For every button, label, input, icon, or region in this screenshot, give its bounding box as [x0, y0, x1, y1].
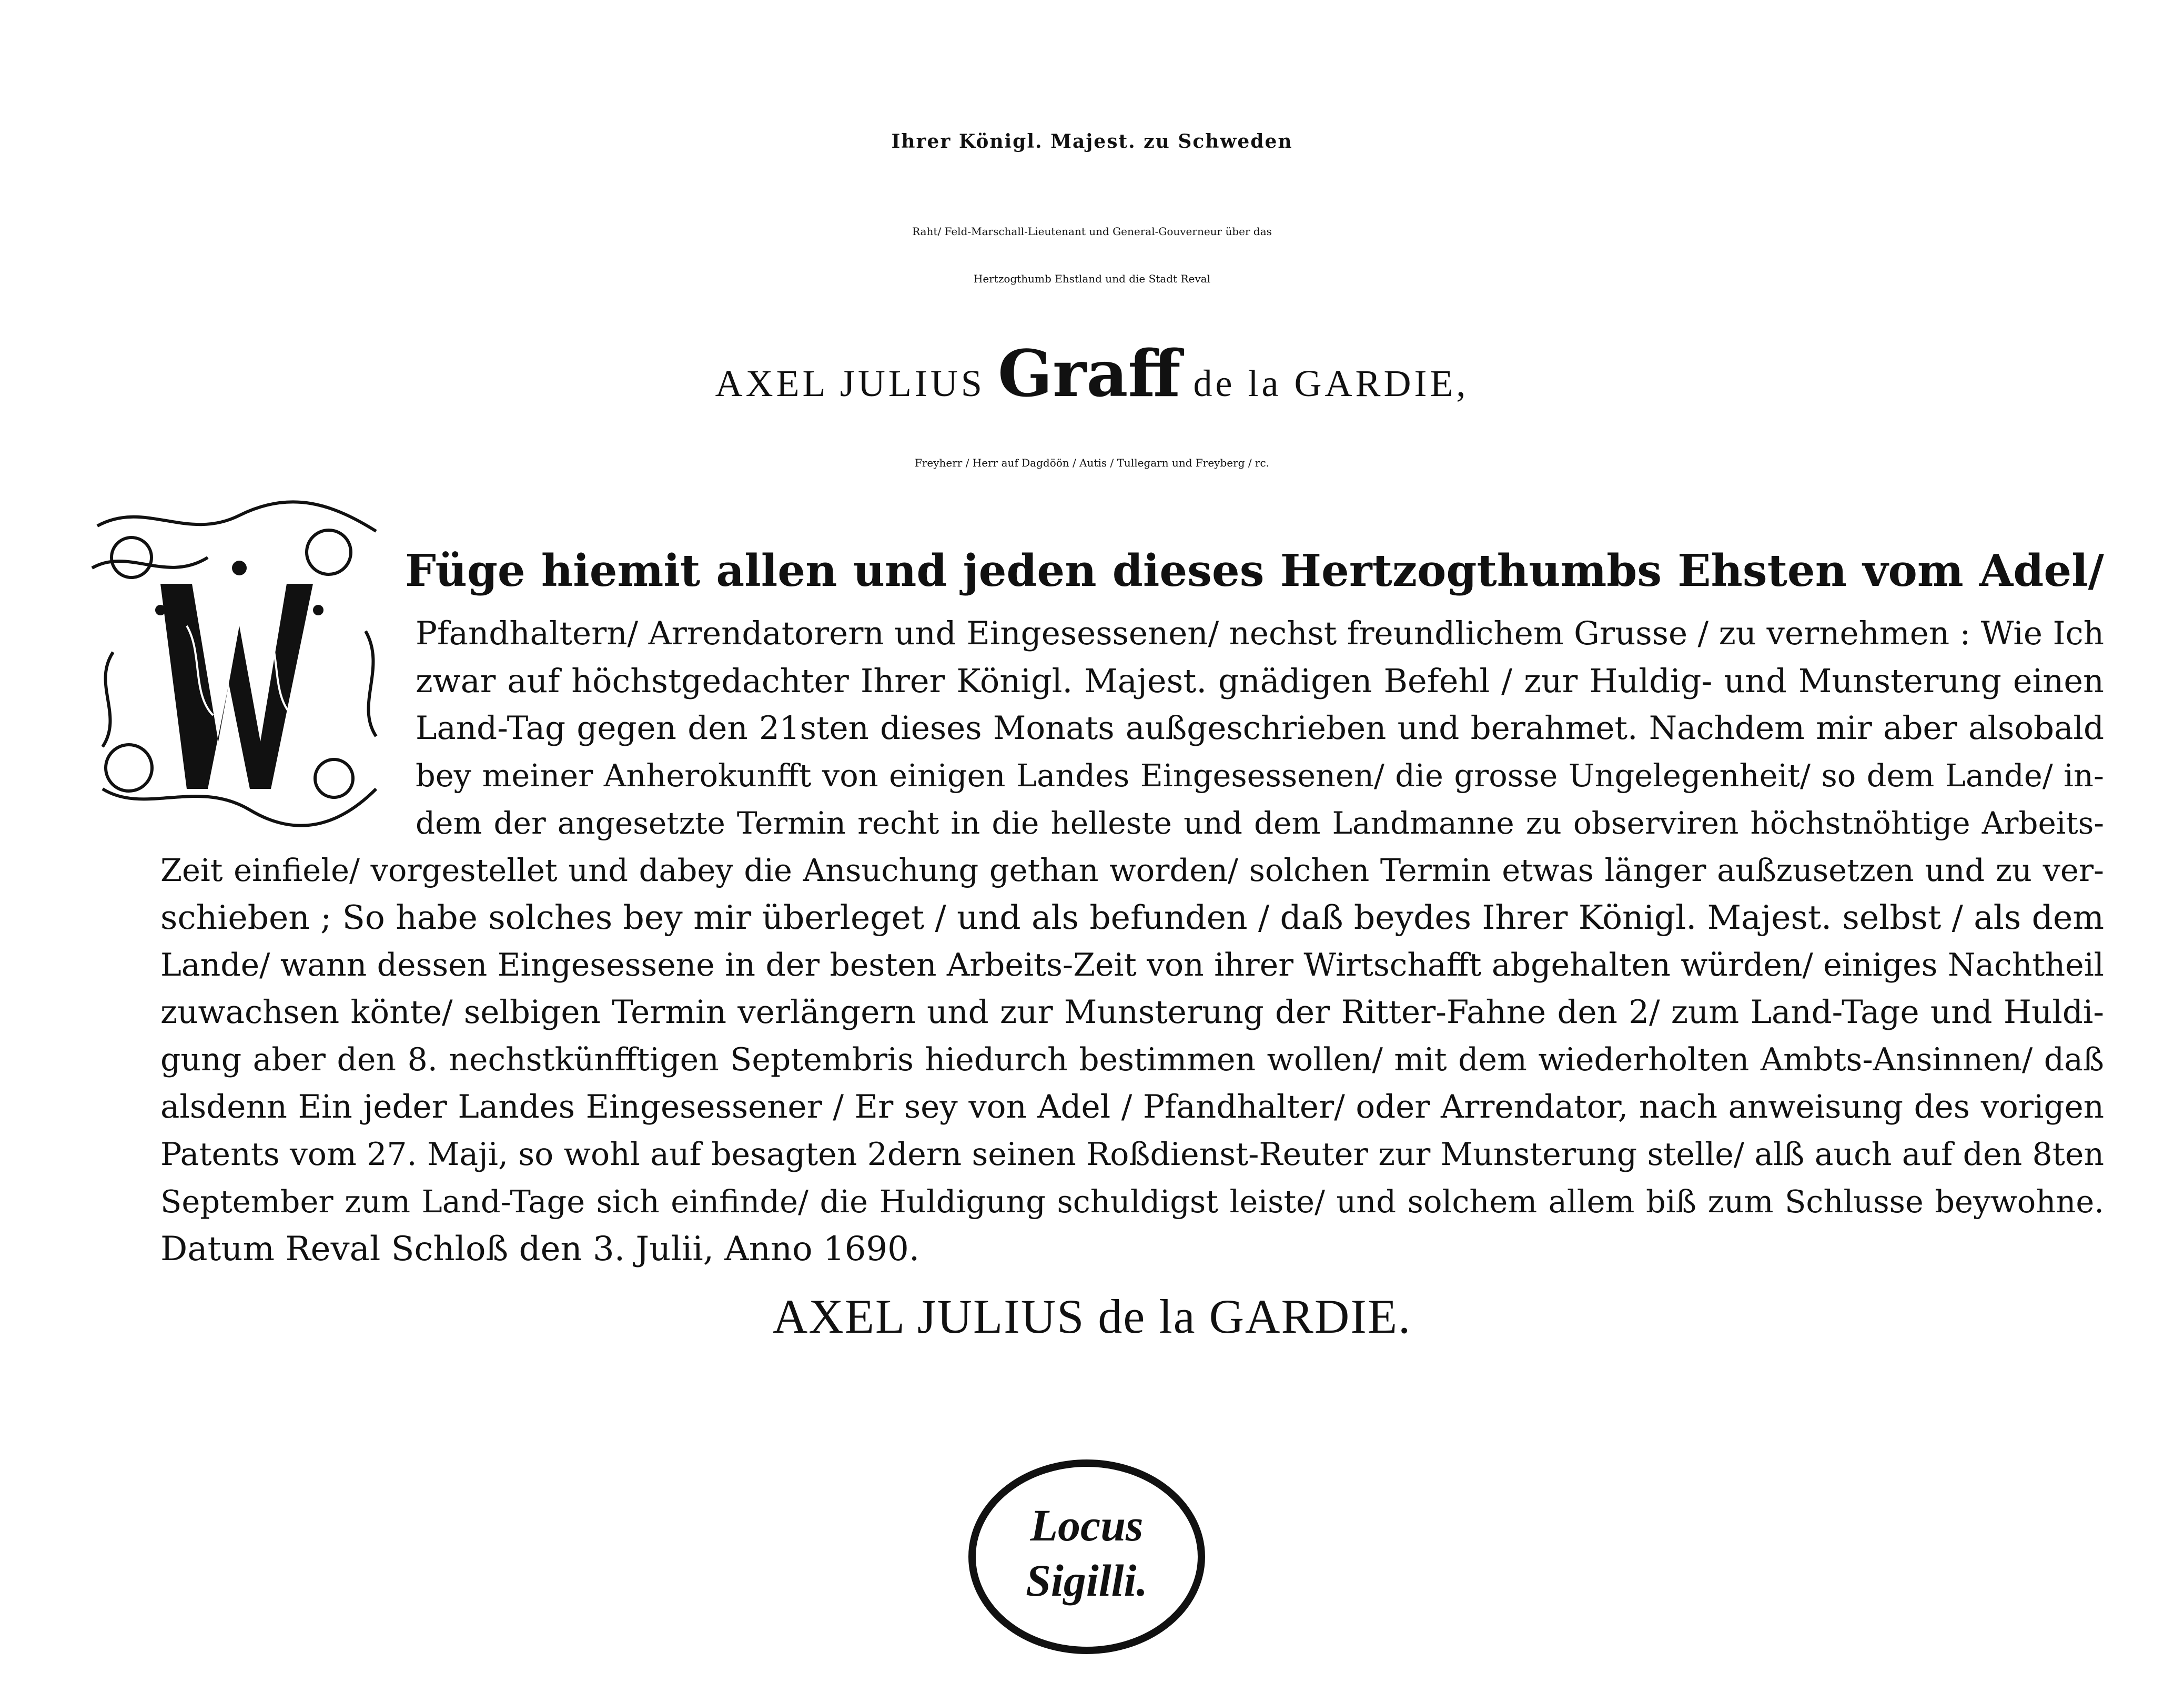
seal-stamp: [966, 1457, 1208, 1657]
title-line-2: Raht/ Feld-Marschall-Lieutenant und General-Gouverneur über das: [912, 225, 1272, 238]
body-line-1: Füge hiemit allen und jeden dieses Hertzogthumbs Ehsten vom Adel/: [405, 545, 2104, 596]
body-line-15: Datum Reval Schloß den 3. Julii, Anno 1690.: [160, 1230, 920, 1269]
body-line-12: alsdenn Ein jeder Landes Eingesessener / Er sey von Adel / Pfandhalter/ oder Arrendator, nach anweisung des vorigen: [160, 1088, 2104, 1126]
body-line-14: September zum Land-Tage sich einfinde/ die Huldigung schuldigst leiste/ und solchem allem biß zum Schlusse beywohne.: [160, 1183, 2104, 1220]
body-line-2: Pfandhaltern/ Arrendatorern und Eingesessenen/ nechst freundlichem Grusse / zu vernehmen : Wie Ich: [416, 615, 2104, 652]
name-graff: Graff: [997, 336, 1181, 411]
name-family: de la GARDIE,: [1193, 362, 1469, 404]
body-line-11: gung aber den 8. nechstkünfftigen Septembris hiedurch bestimmen wollen/ mit dem wiederholten Ambts-Ansinnen/ daß: [160, 1041, 2104, 1078]
title-line-3: Hertzogthumb Ehstland und die Stadt Reval: [973, 272, 1210, 285]
seal-text-locus: Locus: [1030, 1500, 1144, 1550]
signature: AXEL JULIUS de la GARDIE.: [772, 1290, 1412, 1343]
seal-text-sigilli: Sigilli.: [1026, 1555, 1148, 1606]
title-line-1: Ihrer Königl. Majest. zu Schweden: [891, 130, 1293, 153]
title-line-5: Freyherr / Herr auf Dagdöön / Autis / Tullegarn und Freyberg / rc.: [914, 457, 1270, 469]
title-name-line: [0, 336, 2184, 411]
body-line-10: zuwachsen könte/ selbigen Termin verlängern und zur Munsterung der Ritter-Fahne den 2/ zum Land-Tage und Huldi-: [160, 993, 2104, 1031]
body-line-4: Land-Tag gegen den 21sten dieses Monats außgeschrieben und berahmet. Nachdem mir aber alsobald: [416, 709, 2104, 747]
decorated-initial-icon: [82, 494, 392, 831]
body-line-13: Patents vom 27. Maji, so wohl auf besagten 2dern seinen Roßdienst-Reuter zur Munsterung stelle/ alß auch auf den 8ten: [160, 1136, 2104, 1173]
body-line-5: bey meiner Anherokunfft von einigen Landes Eingesessenen/ die grosse Ungelegenheit/ so dem Lande/ in-: [416, 757, 2104, 794]
body-line-8: schieben ; So habe solches bey mir überleget / und als befunden / daß beydes Ihrer Königl. Majest. selbst / als dem: [160, 898, 2104, 937]
body-line-6: dem der angesetzte Termin recht in die helleste und dem Landmanne zu observiren höchstnöhtige Arbeits-: [416, 805, 2104, 841]
name-given: AXEL JULIUS: [715, 362, 985, 404]
body-line-7: Zeit einfiele/ vorgestellet und dabey die Ansuchung gethan worden/ solchen Termin etwas länger außzusetzen und zu ver-: [160, 852, 2104, 888]
body-line-3: zwar auf höchstgedachter Ihrer Königl. Majest. gnädigen Befehl / zur Huldig- und Munsterung einen: [416, 662, 2104, 700]
body-line-9: Lande/ wann dessen Eingesessene in der besten Arbeits-Zeit von ihrer Wirtschafft abgehalten würden/ einiges Nachtheil: [160, 947, 2104, 984]
